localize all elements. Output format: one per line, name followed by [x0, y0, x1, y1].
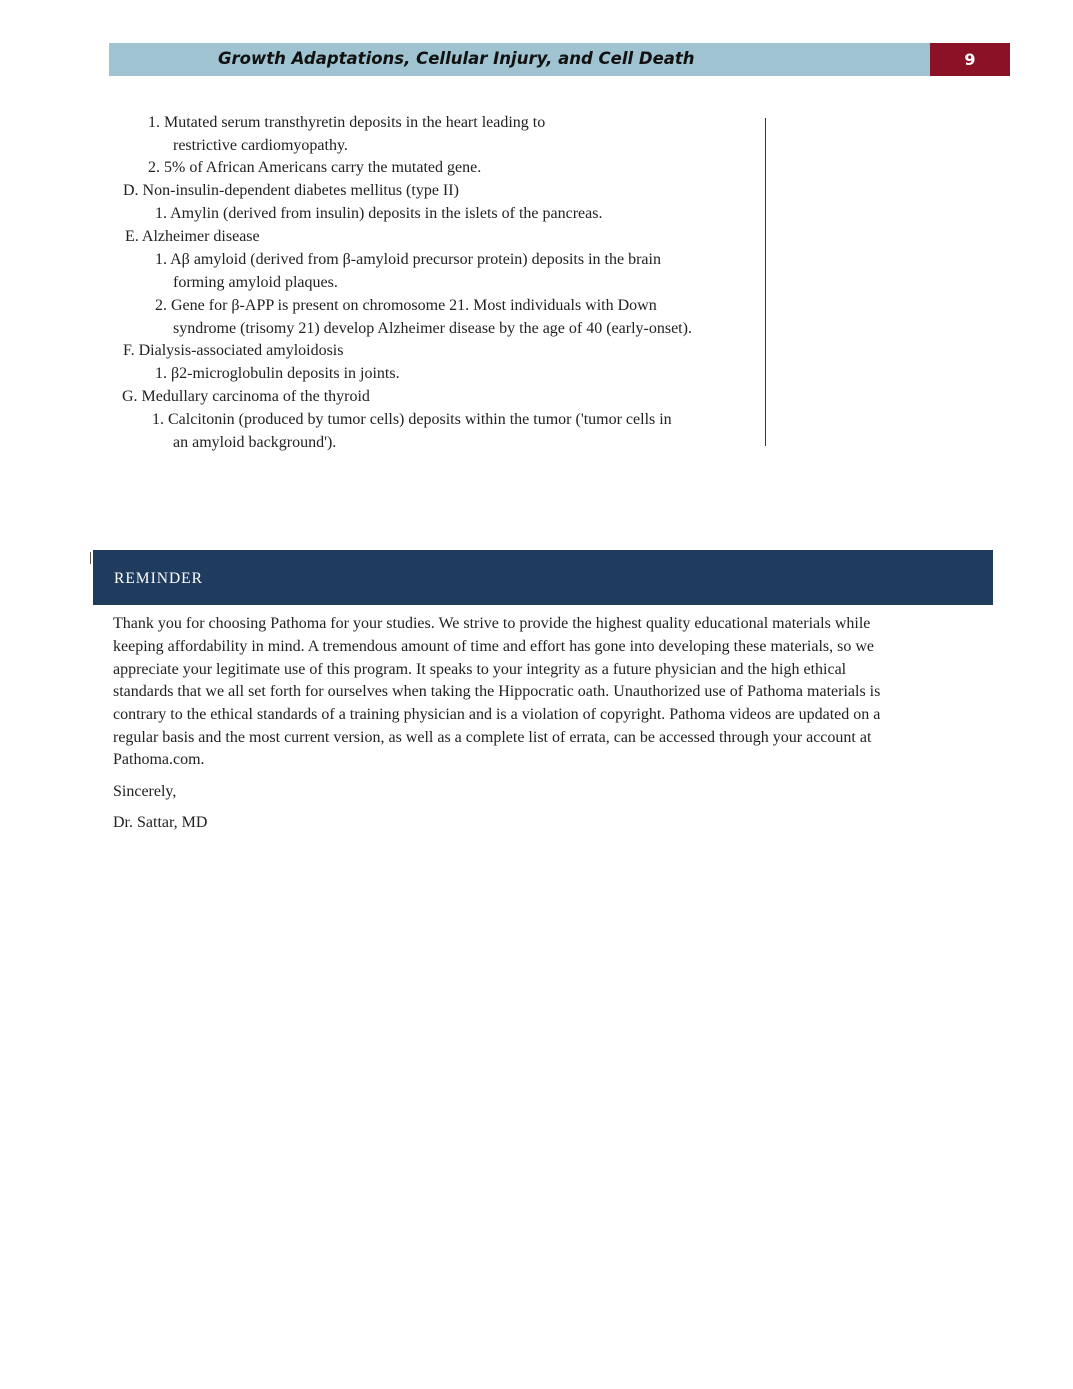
outline-line: forming amyloid plaques.: [173, 274, 338, 291]
reminder-label: REMINDER: [114, 570, 203, 587]
outline-line: 1. Amylin (derived from insulin) deposits in the islets of the pancreas.: [155, 205, 603, 222]
outline-line: 2. 5% of African Americans carry the mutated gene.: [148, 159, 482, 176]
outline-line: syndrome (trisomy 21) develop Alzheimer disease by the age of 40 (early-onset).: [173, 320, 692, 337]
chapter-title: Growth Adaptations, Cellular Injury, and Cell Death: [218, 49, 695, 68]
outline-line: 1. Aβ amyloid (derived from β-amyloid precursor protein) deposits in the brain: [155, 251, 661, 268]
outline-line: an amyloid background').: [173, 434, 337, 451]
closing: Sincerely,: [113, 783, 177, 800]
outline-heading: E. Alzheimer disease: [125, 228, 260, 245]
outline-heading: F. Dialysis-associated amyloidosis: [123, 342, 344, 359]
outline-line: 1. Calcitonin (produced by tumor cells) deposits within the tumor ('tumor cells in: [152, 411, 672, 428]
margin-rule: [765, 118, 766, 446]
reminder-banner: [93, 550, 993, 605]
reminder-text-line: standards that we all set forth for ourselves when taking the Hippocratic oath. Unauthorized use of Pathoma materials is: [113, 683, 881, 700]
page-number: 9: [930, 43, 1010, 76]
reminder-text-line: Pathoma.com.: [113, 751, 205, 768]
reminder-text-line: Thank you for choosing Pathoma for your studies. We strive to provide the highest quality educational materials while: [113, 615, 871, 632]
outline-heading: G. Medullary carcinoma of the thyroid: [122, 388, 370, 405]
margin-tick: [90, 552, 91, 564]
reminder-text-line: appreciate your legitimate use of this program. It speaks to your integrity as a future physician and the high ethical: [113, 661, 847, 678]
outline-line: restrictive cardiomyopathy.: [173, 137, 348, 154]
outline-line: 1. Mutated serum transthyretin deposits in the heart leading to: [148, 114, 546, 131]
outline-line: 1. β2-microglobulin deposits in joints.: [155, 365, 400, 382]
reminder-text-line: regular basis and the most current version, as well as a complete list of errata, can be accessed through your account at: [113, 729, 872, 746]
reminder-text-line: contrary to the ethical standards of a training physician and is a violation of copyright. Pathoma videos are updated on a: [113, 706, 881, 723]
signature: Dr. Sattar, MD: [113, 814, 208, 831]
reminder-text-line: keeping affordability in mind. A tremendous amount of time and effort has gone into developing these materials, so we: [113, 638, 875, 655]
outline-line: 2. Gene for β-APP is present on chromosome 21. Most individuals with Down: [155, 297, 657, 314]
outline-heading: D. Non-insulin-dependent diabetes mellitus (type II): [123, 182, 459, 199]
